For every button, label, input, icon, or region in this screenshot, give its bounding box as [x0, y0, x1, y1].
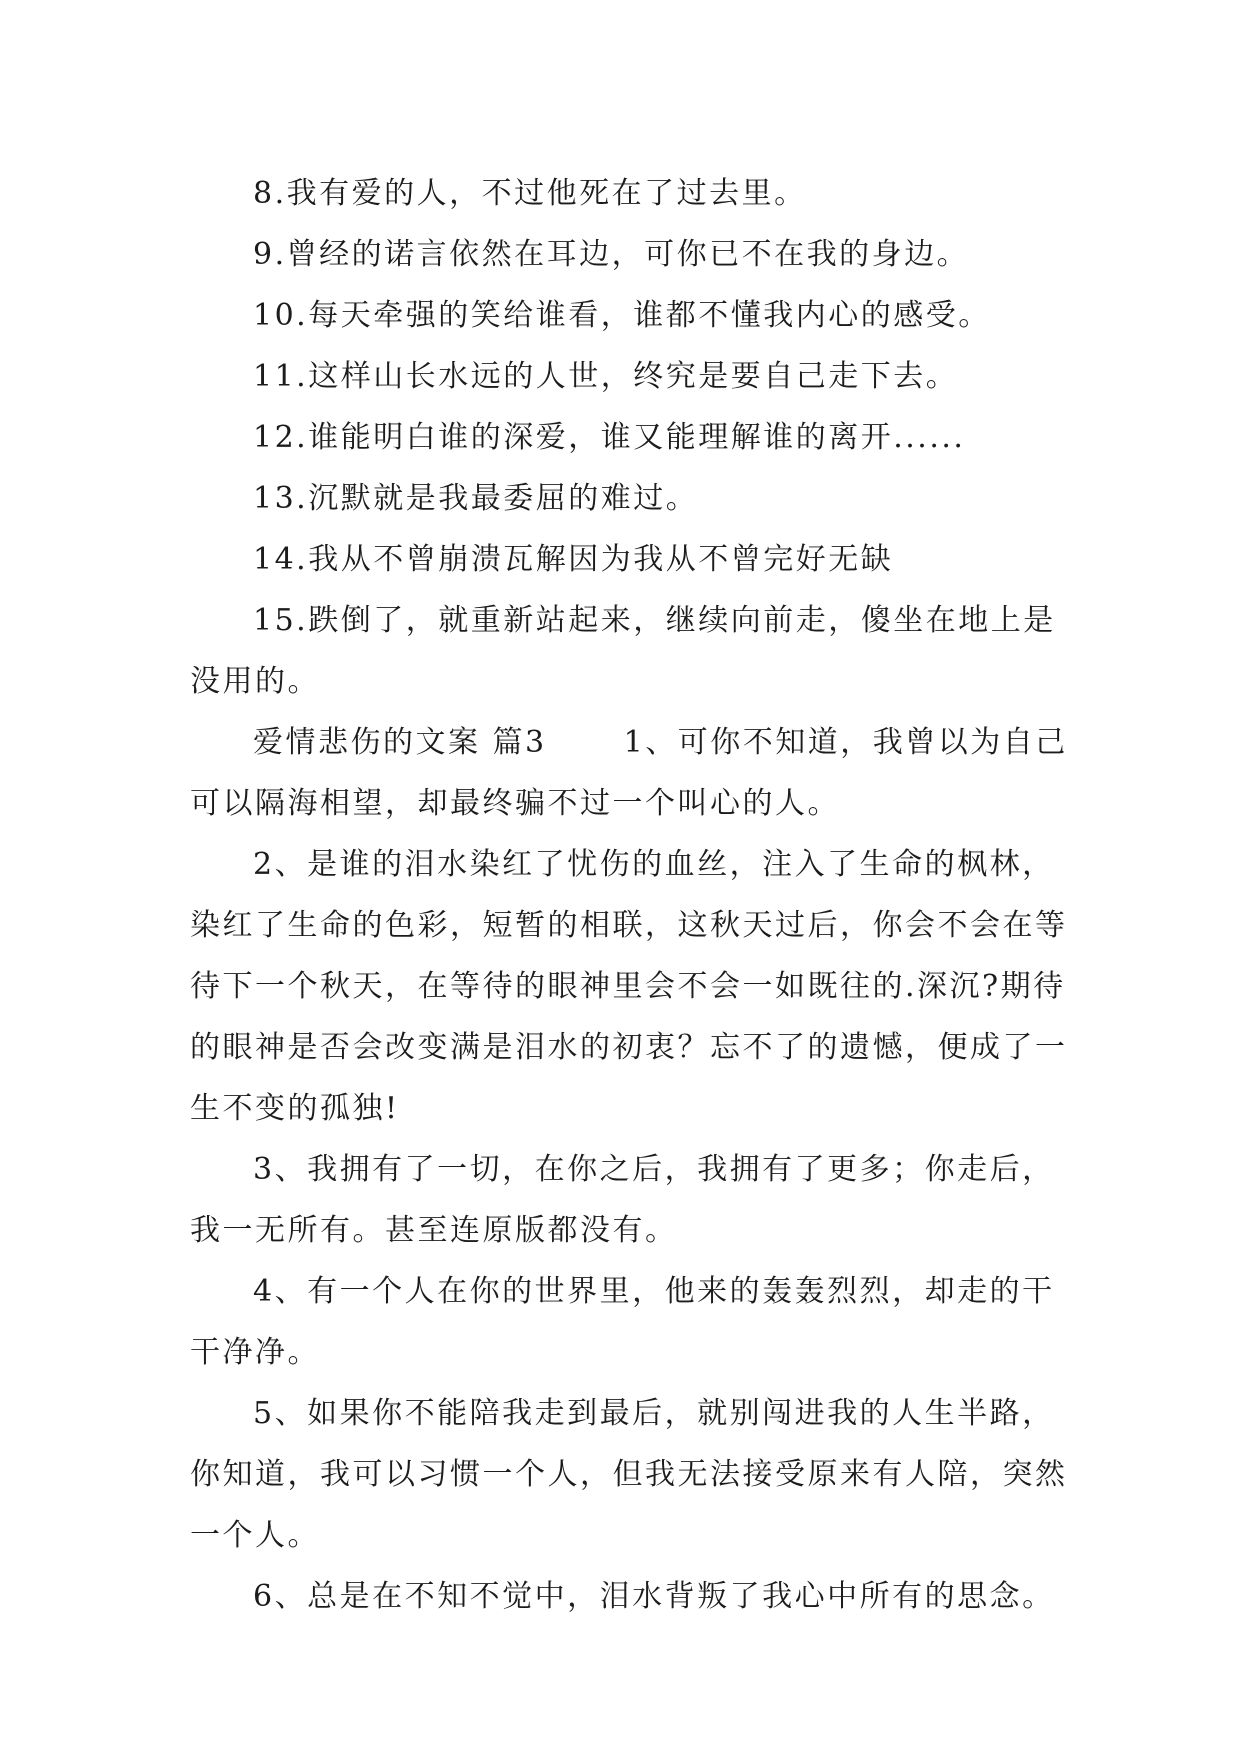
paragraph-13: 13.沉默就是我最委屈的难过。 — [253, 481, 699, 516]
section-heading-paragraph: 爱情悲伤的文案 篇3 1、可你不知道，我曾以为自己可以隔海相望，却最终骗不过一个叫心的人。 — [190, 725, 1068, 821]
paragraph-s3-3: 3、我拥有了一切，在你之后，我拥有了更多；你走后，我一无所有。甚至连原版都没有。 — [190, 1152, 1055, 1248]
paragraph-15: 15.跌倒了，就重新站起来，继续向前走，傻坐在地上是没用的。 — [190, 603, 1056, 699]
paragraph-8: 8.我有爱的人，不过他死在了过去里。 — [253, 176, 807, 211]
paragraph-s3-2: 2、是谁的泪水染红了忧伤的血丝，注入了生命的枫林，染红了生命的色彩，短暂的相联，这秋天过后，你会不会在等待下一个秋天，在等待的眼神里会不会一如既往的.深沉?期待的眼神是否会改变满是泪水的初衷？忘不了的遗憾，便成了一生不变的孤独! — [190, 847, 1068, 1126]
document-body — [190, 163, 1070, 1627]
paragraph-s3-5: 5、如果你不能陪我走到最后，就别闯进我的人生半路，你知道，我可以习惯一个人，但我无法接受原来有人陪，突然一个人。 — [190, 1396, 1068, 1553]
paragraph-s3-6: 6、总是在不知不觉中，泪水背叛了我心中所有的思念。 — [253, 1579, 1055, 1614]
paragraph-14: 14.我从不曾崩溃瓦解因为我从不曾完好无缺 — [253, 542, 894, 577]
paragraph-s3-4: 4、有一个人在你的世界里，他来的轰轰烈烈，却走的干干净净。 — [190, 1274, 1055, 1370]
paragraph-11: 11.这样山长水远的人世，终究是要自己走下去。 — [253, 359, 959, 394]
paragraph-10: 10.每天牵强的笑给谁看，谁都不懂我内心的感受。 — [253, 298, 991, 333]
paragraph-12: 12.谁能明白谁的深爱，谁又能理解谁的离开...... — [253, 420, 966, 455]
paragraph-9: 9.曾经的诺言依然在耳边，可你已不在我的身边。 — [253, 237, 970, 272]
